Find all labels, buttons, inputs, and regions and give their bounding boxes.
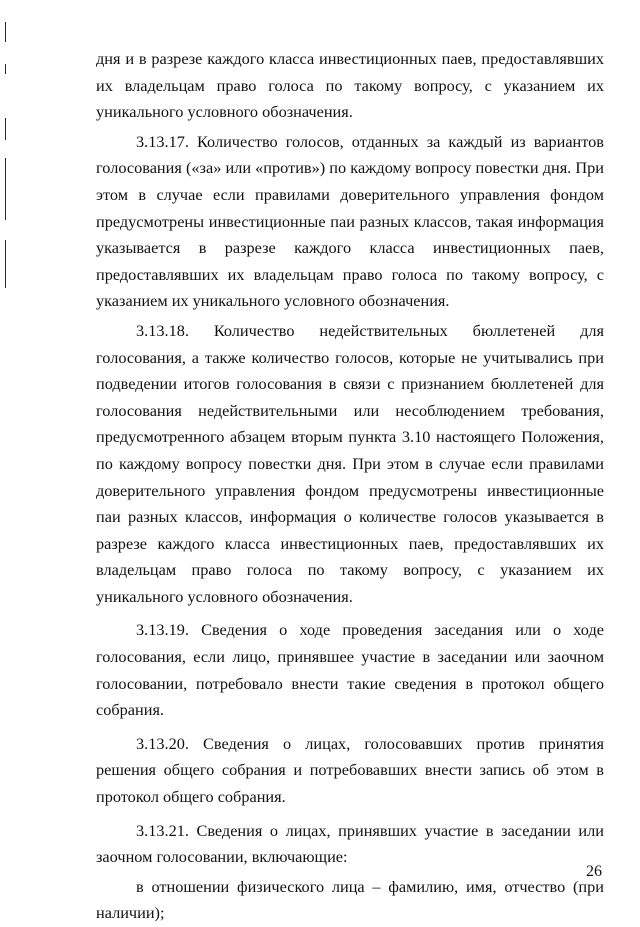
page-number: 26: [586, 863, 602, 880]
binding-mark: [5, 118, 6, 140]
binding-mark: [5, 22, 6, 42]
binding-mark: [5, 158, 6, 220]
paragraph-continuation: дня и в разрезе каждого класса инвестиционных паев, предоставлявших их владельцам право голоса по такому вопросу, с указанием их уникального условного обозначения.: [96, 49, 604, 122]
paragraph-3-13-17: 3.13.17. Количество голосов, отданных за каждый из вариантов голосования («за» или «против») по каждому вопросу повестки дня. При этом в случае если правилами доверительного управления фондом предусмотрены инвестиционные паи разных классов, такая информация указывается в разрезе каждого класса инвестиционных паев, предоставлявших их владельцам право голоса по такому вопросу, с указанием их уникального условного обозначения.: [96, 131, 604, 311]
paragraph-individual: в отношении физического лица – фамилию, имя, отчество (при наличии);: [96, 876, 604, 923]
paragraph-3-13-18: 3.13.18. Количество недействительных бюллетеней для голосования, а также количество голосов, которые не учитывались при подведении итогов голосования в связи с признанием бюллетеней для голосования недействительными или несоблюдением требования, предусмотренного абзацем вторым пункта 3.10 настоящего Положения, по каждому вопросу повестки дня. При этом в случае если правилами доверительного управления фондом предусмотрены инвестиционные паи разных классов, информация о количестве голосов указывается в разрезе каждого класса инвестиционных паев, предоставлявших их владельцам право голоса по такому вопросу, с указанием их уникального условного обозначения.: [96, 320, 604, 606]
binding-mark: [5, 64, 6, 74]
paragraph-3-13-20: 3.13.20. Сведения о лицах, голосовавших против принятия решения общего собрания и потребовавших внести запись об этом в протокол общего собрания.: [96, 733, 604, 807]
document-body: [96, 46, 604, 927]
paragraph-3-13-21: 3.13.21. Сведения о лицах, принявших участие в заседании или заочном голосовании, включающие:: [96, 820, 604, 867]
paragraph-3-13-19: 3.13.19. Сведения о ходе проведения заседания или о ходе голосования, если лицо, принявшее участие в заседании или заочном голосовании, потребовало внести такие сведения в протокол общего собрания.: [96, 620, 604, 720]
binding-mark: [5, 240, 6, 288]
